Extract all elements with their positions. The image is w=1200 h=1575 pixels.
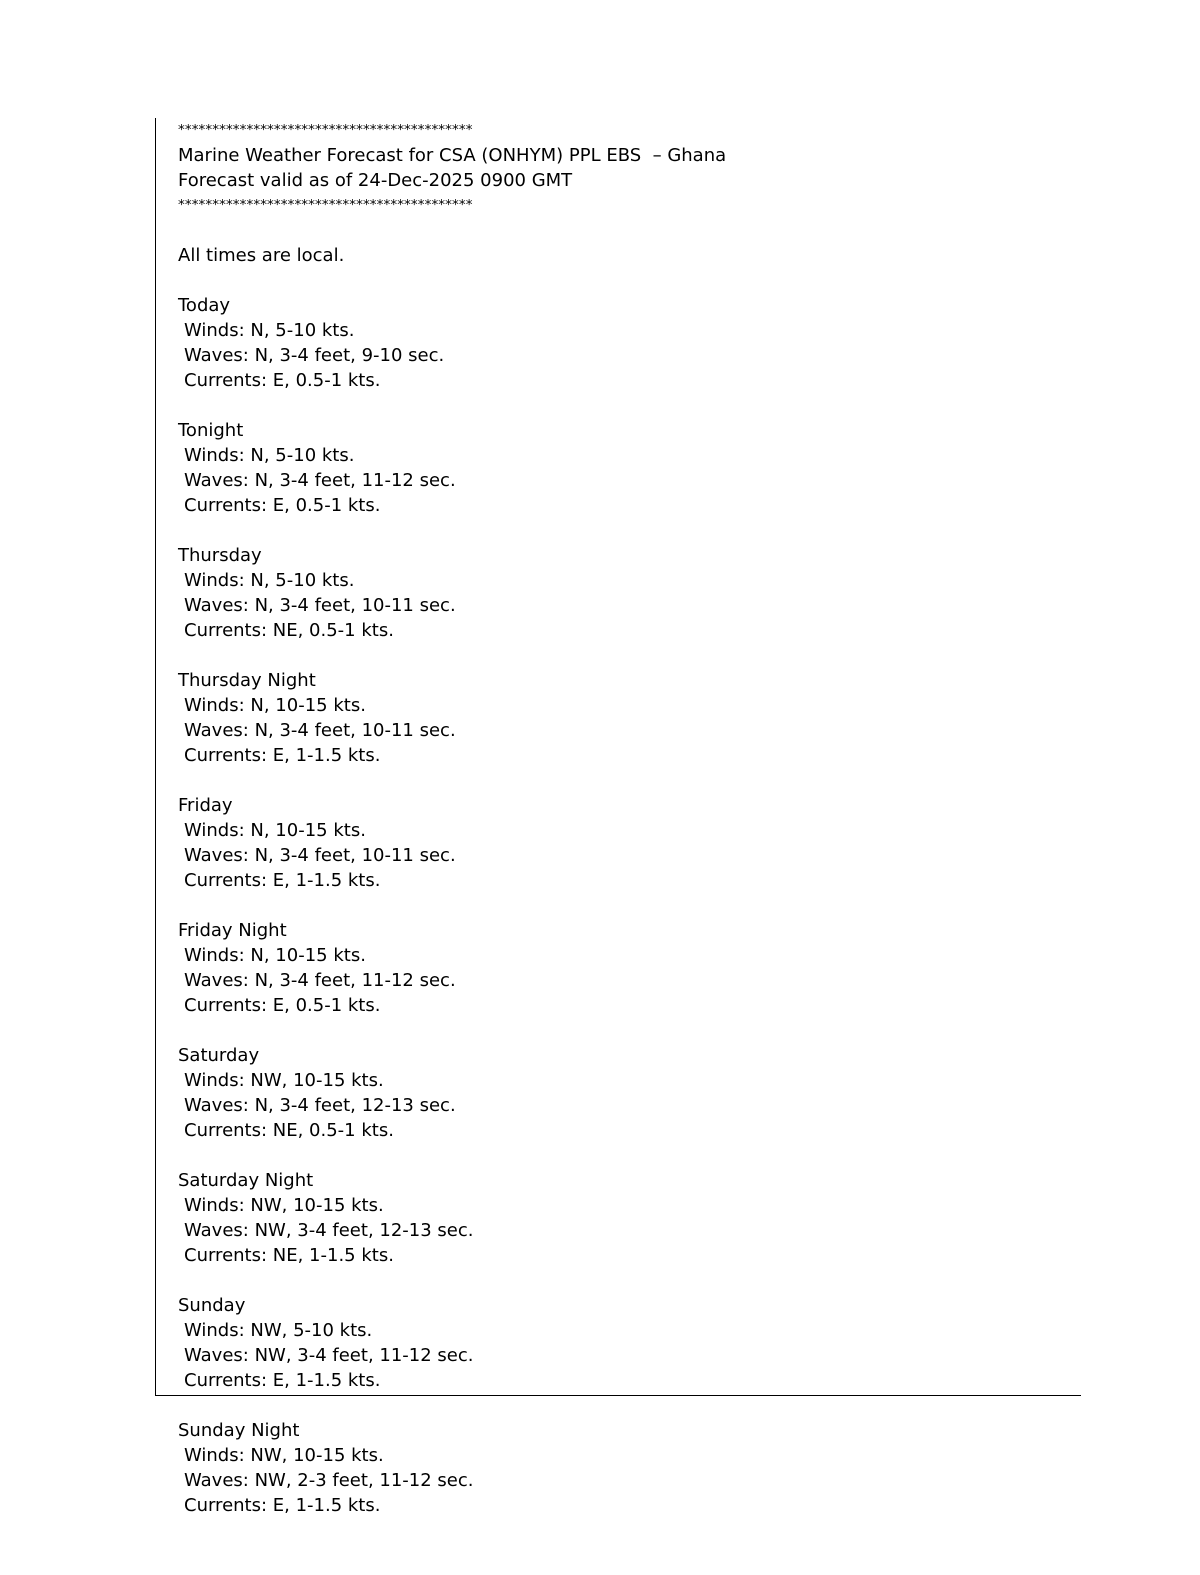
currents-line: Currents: E, 1-1.5 kts. (184, 745, 381, 766)
period-name: Saturday (178, 1045, 260, 1066)
winds-line: Winds: NW, 5-10 kts. (184, 1320, 373, 1341)
winds-line: Winds: N, 5-10 kts. (184, 570, 355, 591)
period-name: Sunday Night (178, 1420, 300, 1441)
spacer (178, 768, 1058, 793)
waves-line: Waves: NW, 3-4 feet, 12-13 sec. (184, 1220, 474, 1241)
currents-line: Currents: NE, 1-1.5 kts. (184, 1245, 394, 1266)
waves-line: Waves: N, 3-4 feet, 10-11 sec. (184, 845, 456, 866)
currents-line: Currents: E, 0.5-1 kts. (184, 370, 381, 391)
spacer (178, 518, 1058, 543)
spacer (178, 218, 1058, 243)
forecast-period (178, 293, 1058, 418)
header-stars-bottom: ******************************************* (178, 197, 473, 213)
forecast-period (178, 793, 1058, 918)
forecast-period (178, 1293, 1058, 1418)
waves-line: Waves: N, 3-4 feet, 11-12 sec. (184, 470, 456, 491)
forecast-period (178, 1043, 1058, 1168)
box-left-border (155, 118, 156, 1396)
currents-line: Currents: NE, 0.5-1 kts. (184, 1120, 394, 1141)
period-name: Today (178, 295, 231, 316)
spacer (178, 1018, 1058, 1043)
spacer (178, 1268, 1058, 1293)
period-name: Friday (178, 795, 233, 816)
winds-line: Winds: N, 10-15 kts. (184, 945, 366, 966)
currents-line: Currents: E, 1-1.5 kts. (184, 870, 381, 891)
currents-line: Currents: E, 1-1.5 kts. (184, 1495, 381, 1516)
currents-line: Currents: E, 0.5-1 kts. (184, 995, 381, 1016)
period-name: Thursday Night (178, 670, 316, 691)
winds-line: Winds: NW, 10-15 kts. (184, 1195, 384, 1216)
period-name: Thursday (178, 545, 262, 566)
period-name: Sunday (178, 1295, 246, 1316)
currents-line: Currents: E, 0.5-1 kts. (184, 495, 381, 516)
waves-line: Waves: N, 3-4 feet, 11-12 sec. (184, 970, 456, 991)
forecast-document (178, 118, 1058, 1518)
spacer (178, 1143, 1058, 1168)
forecast-periods (178, 293, 1058, 1518)
currents-line: Currents: E, 1-1.5 kts. (184, 1370, 381, 1391)
winds-line: Winds: N, 5-10 kts. (184, 445, 355, 466)
forecast-period (178, 1168, 1058, 1293)
waves-line: Waves: N, 3-4 feet, 10-11 sec. (184, 595, 456, 616)
spacer (178, 393, 1058, 418)
winds-line: Winds: N, 10-15 kts. (184, 695, 366, 716)
forecast-valid-time: Forecast valid as of 24-Dec-2025 0900 GMT (178, 170, 573, 191)
waves-line: Waves: NW, 3-4 feet, 11-12 sec. (184, 1345, 474, 1366)
waves-line: Waves: N, 3-4 feet, 10-11 sec. (184, 720, 456, 741)
winds-line: Winds: N, 5-10 kts. (184, 320, 355, 341)
winds-line: Winds: N, 10-15 kts. (184, 820, 366, 841)
period-name: Friday Night (178, 920, 287, 941)
time-note: All times are local. (178, 245, 345, 266)
currents-line: Currents: NE, 0.5-1 kts. (184, 620, 394, 641)
forecast-period (178, 918, 1058, 1043)
spacer (178, 268, 1058, 293)
spacer (178, 893, 1058, 918)
header-stars-top: ******************************************* (178, 122, 473, 138)
waves-line: Waves: N, 3-4 feet, 12-13 sec. (184, 1095, 456, 1116)
spacer (178, 1393, 1058, 1418)
winds-line: Winds: NW, 10-15 kts. (184, 1070, 384, 1091)
period-name: Tonight (178, 420, 244, 441)
waves-line: Waves: NW, 2-3 feet, 11-12 sec. (184, 1470, 474, 1491)
forecast-period (178, 668, 1058, 793)
forecast-period (178, 418, 1058, 543)
forecast-period (178, 543, 1058, 668)
period-name: Saturday Night (178, 1170, 314, 1191)
forecast-title: Marine Weather Forecast for CSA (ONHYM) PPL EBS – Ghana (178, 145, 727, 166)
spacer (178, 643, 1058, 668)
forecast-period (178, 1418, 1058, 1518)
waves-line: Waves: N, 3-4 feet, 9-10 sec. (184, 345, 445, 366)
winds-line: Winds: NW, 10-15 kts. (184, 1445, 384, 1466)
